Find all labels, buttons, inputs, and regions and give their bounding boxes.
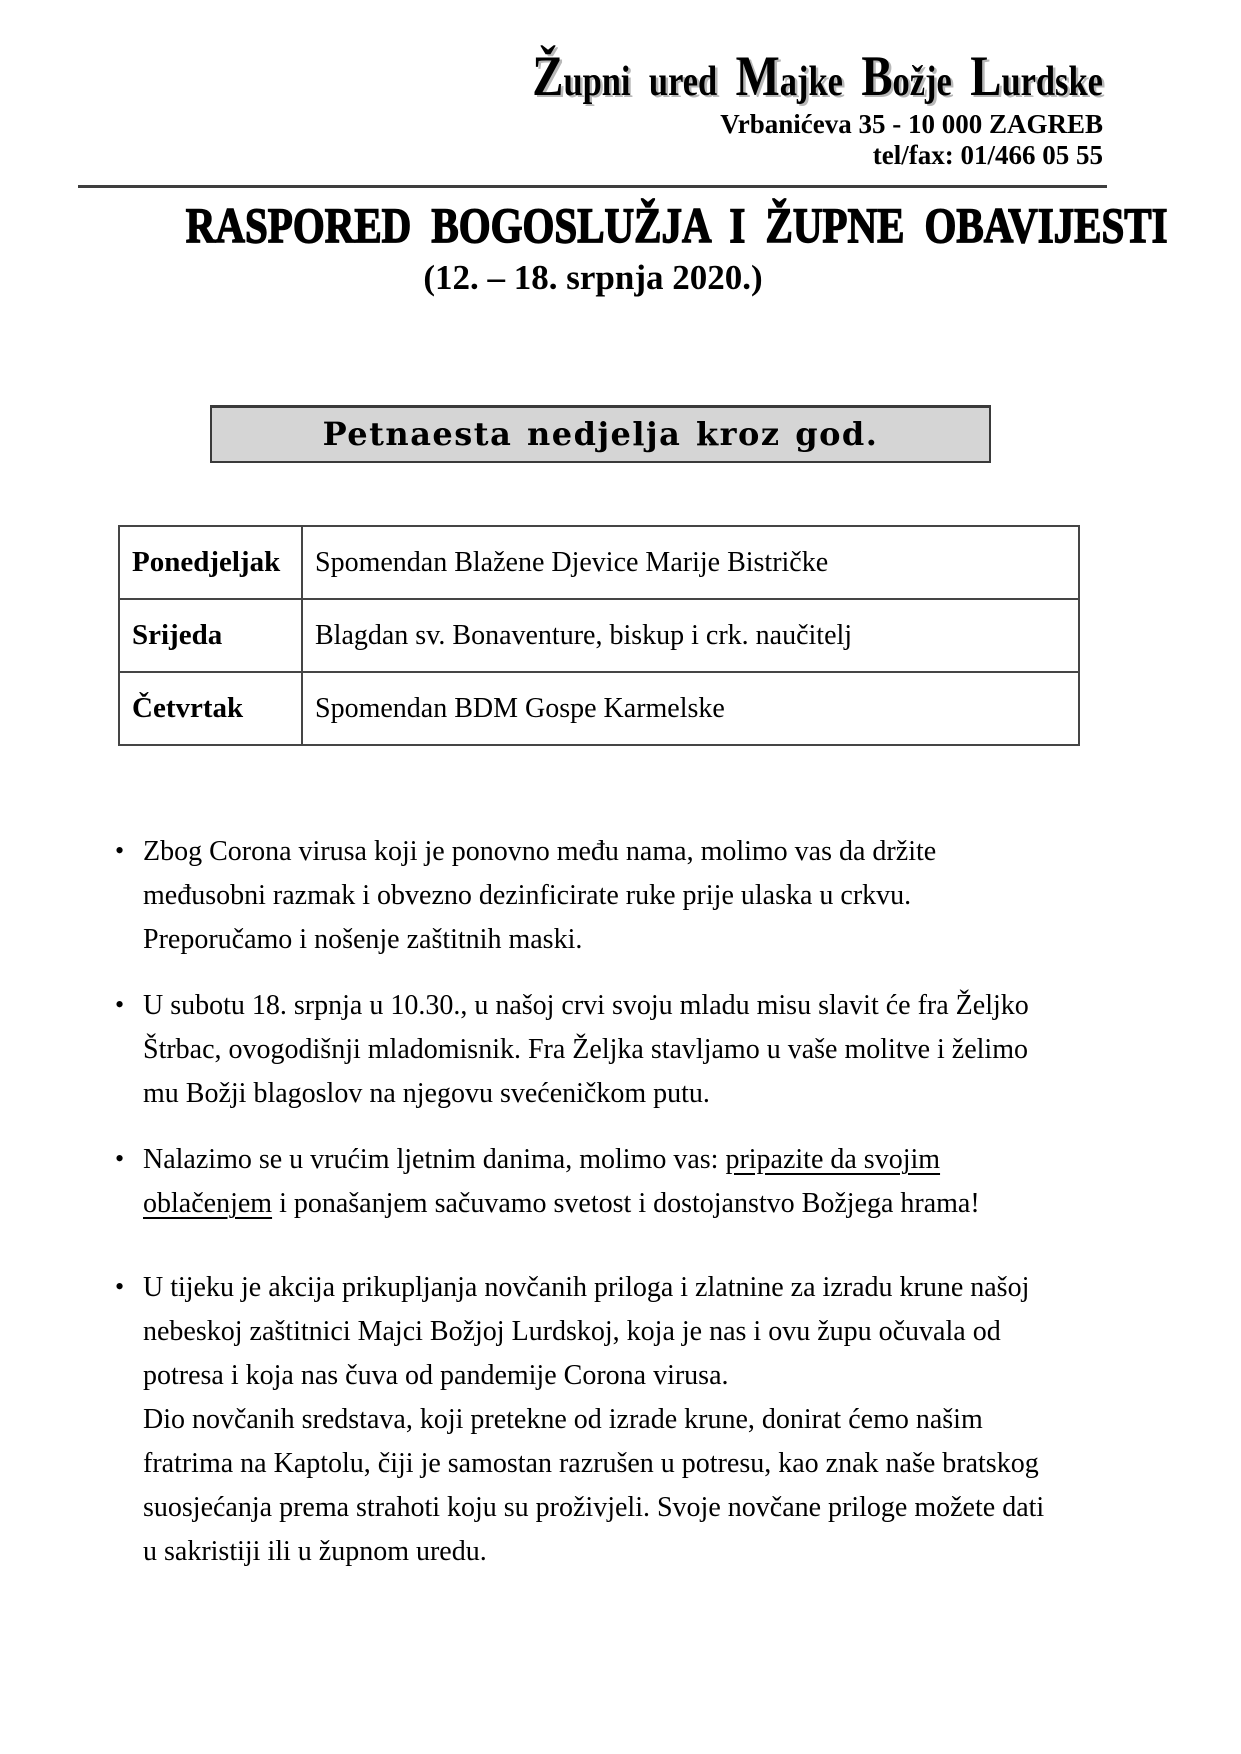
day-cell: Srijeda [119,599,302,672]
bullet-icon: • [115,990,125,1019]
announcement-text: i ponašanjem sačuvamo svetost i dostojanstvo Božjega hrama! [279,1188,980,1219]
bullet-icon: • [115,1144,125,1173]
parish-name-text [532,45,1103,109]
announcement-item [115,1138,1241,1226]
announcement-text: Nalazimo se u vrućim ljetnim danima, molimo vas: [143,1144,719,1175]
parish-name [0,45,1103,109]
parish-name-word [861,45,952,108]
parish-header [0,0,1103,171]
table-row [119,526,1079,599]
page-title: RASPORED BOGOSLUŽJA I ŽUPNE OBAVIJESTI [185,197,1168,253]
announcement-line: Preporučamo i nošenje zaštitnih maski. [143,924,583,955]
week-banner: Petnaesta nedjelja kroz god. [210,405,991,463]
announcement-line: Dio novčanih sredstava, koji pretekne od izrade krune, donirat ćemo našim [143,1404,983,1435]
feast-cell: Blagdan sv. Bonaventure, biskup i crk. naučitelj [302,599,1079,672]
table-row [119,672,1079,745]
announcement-line [143,1138,1241,1182]
parish-name-initial: Ž [532,45,564,108]
announcement-line: nebeskoj zaštitnici Majci Božjoj Lurdskoj, koja je nas i ovu župu očuvala od [143,1316,1001,1347]
date-range: (12. – 18. srpnja 2020.) [423,258,763,297]
parish-name-word-rest: ožje [892,59,952,105]
table-row [119,599,1079,672]
phone-line: tel/fax: 01/466 05 55 [872,140,1103,170]
announcement-item [115,830,1241,962]
announcement-item [115,1266,1241,1574]
parish-name-word-rest: upni [563,59,631,105]
announcements-list [115,830,1241,1574]
parish-name-initial: B [861,45,893,108]
announcement-line: U subotu 18. srpnja u 10.30., u našoj crvi svoju mladu misu slavit će fra Željko [143,990,1029,1021]
bullet-icon: • [115,1272,125,1301]
parish-name-word-rest: ajke [779,59,844,105]
parish-name-word-rest: urdske [1001,59,1103,105]
announcement-line [143,1182,1241,1226]
feast-cell: Spomendan Blažene Djevice Marije Bistričke [302,526,1079,599]
page-title-wrap [78,196,1168,254]
feast-cell: Spomendan BDM Gospe Karmelske [302,672,1079,745]
announcement-line: fratrima na Kaptolu, čiji je samostan razrušen u potresu, kao znak naše bratskog [143,1448,1039,1479]
parish-name-word [735,45,844,108]
parish-name-initial: M [735,45,780,108]
announcement-line: u sakristiji ili u župnom uredu. [143,1536,487,1567]
parish-name-word [532,45,631,108]
parish-name-initial: L [970,45,1002,108]
bullet-icon: • [115,836,125,865]
schedule-table [118,525,1080,746]
announcement-line: suosjećanja prema strahoti koju su proživjeli. Svoje novčane priloge možete dati [143,1492,1045,1523]
announcement-line: Zbog Corona virusa koji je ponovno među nama, molimo vas da držite [143,836,937,867]
parish-name-word [970,45,1103,108]
day-cell: Ponedjeljak [119,526,302,599]
header-divider [78,185,1107,188]
announcement-item [115,984,1241,1116]
address-line: Vrbanićeva 35 - 10 000 ZAGREB [720,109,1103,139]
announcement-line: potresa i koja nas čuva od pandemije Corona virusa. [143,1360,729,1391]
announcement-line: Štrbac, ovogodišnji mladomisnik. Fra Željka stavljamo u vaše molitve i želimo [143,1034,1028,1065]
announcement-line: međusobni razmak i obvezno dezinficirate ruke prije ulaska u crkvu. [143,880,912,911]
underlined-phrase: pripazite da svojim [725,1144,941,1175]
day-cell: Četvrtak [119,672,302,745]
announcement-line: mu Božji blagoslov na njegovu svećeničkom putu. [143,1078,710,1109]
announcement-line: U tijeku je akcija prikupljanja novčanih priloga i zlatnine za izradu krune našoj [143,1272,1030,1303]
parish-name-word: ured [649,59,718,105]
underlined-phrase: oblačenjem [143,1188,273,1219]
